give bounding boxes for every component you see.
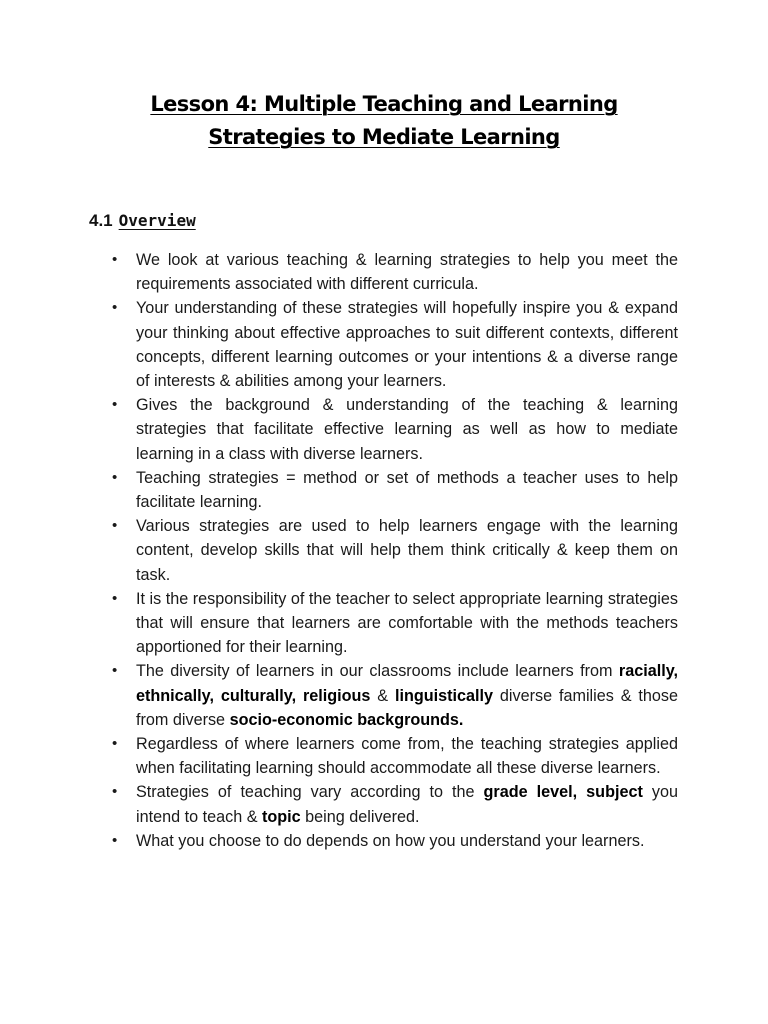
bullet-dot-icon: •: [112, 662, 118, 680]
bullet-text: Regardless of where learners come from, the teaching strategies applied when facilitating learning should accommodate all these diverse learners.: [136, 735, 678, 778]
bullet-dot-icon: •: [112, 735, 118, 753]
bullet-text: Your understanding of these strategies will hopefully inspire you & expand your thinking about effective approaches to suit different contexts, different concepts, different learning outcomes or your intentions & a diverse range of interests & abilities among your learners.: [136, 299, 678, 391]
section-label: Overview: [118, 211, 196, 230]
bullet-text: What you choose to do depends on how you understand your learners.: [136, 831, 645, 850]
bullet-text-bold: grade level, subject: [483, 783, 643, 802]
bullet-dot-icon: •: [112, 299, 118, 317]
bullet-dot-icon: •: [112, 517, 118, 535]
lesson-title: [0, 88, 768, 154]
bullet-item: [110, 732, 678, 780]
bullet-text: It is the responsibility of the teacher to select appropriate learning strategies that will ensure that learners are comfortable with the methods teachers apportioned for their learning.: [136, 589, 678, 657]
bullet-item: [110, 514, 678, 587]
bullet-text: Gives the background & understanding of the teaching & learning strategies that facilitate effective learning as well as how to mediate learning in a class with diverse learners.: [136, 396, 678, 463]
bullet-dot-icon: •: [112, 251, 118, 268]
bullet-item: [110, 587, 678, 660]
section-heading: [89, 209, 196, 233]
bullet-text: The diversity of learners in our classrooms include learners from: [136, 662, 619, 681]
bullet-dot-icon: •: [112, 468, 118, 486]
bullet-text: &: [370, 686, 395, 705]
section-number: 4.1: [89, 211, 113, 230]
bullet-text-bold: topic: [262, 807, 301, 826]
overview-bullet-list: [110, 248, 678, 853]
bullet-item: [110, 466, 678, 514]
lesson-title-line-1: Lesson 4: Multiple Teaching and Learning: [150, 92, 618, 116]
bullet-text: diverse families & those from diverse: [136, 686, 678, 729]
bullet-item: [110, 296, 678, 393]
bullet-text: Teaching strategies = method or set of methods a teacher uses to help facilitate learning.: [136, 468, 678, 512]
bullet-text-bold: socio-economic backgrounds.: [229, 710, 464, 729]
bullet-text: We look at various teaching & learning strategies to help you meet the requirements associated with different curricula.: [136, 251, 678, 294]
bullet-item: [110, 829, 678, 853]
bullet-text: being delivered.: [300, 807, 420, 826]
lesson-title-line-2: Strategies to Mediate Learning: [208, 125, 560, 149]
bullet-dot-icon: •: [112, 831, 118, 849]
bullet-dot-icon: •: [112, 396, 118, 414]
bullet-text: Strategies of teaching vary according to the: [136, 783, 484, 802]
bullet-dot-icon: •: [112, 589, 118, 607]
bullet-text-bold: racially, ethnically, culturally, religious: [136, 662, 678, 705]
bullet-item: [110, 659, 678, 732]
bullet-item: [110, 780, 678, 828]
bullet-item: [110, 248, 678, 296]
bullet-item: [110, 393, 678, 466]
bullet-dot-icon: •: [112, 783, 118, 801]
bullet-text-bold: linguistically: [394, 686, 494, 705]
bullet-text: Various strategies are used to help learners engage with the learning content, develop skills that will help them think critically & keep them on task.: [136, 517, 678, 584]
bullet-text: you intend to teach &: [136, 783, 678, 826]
